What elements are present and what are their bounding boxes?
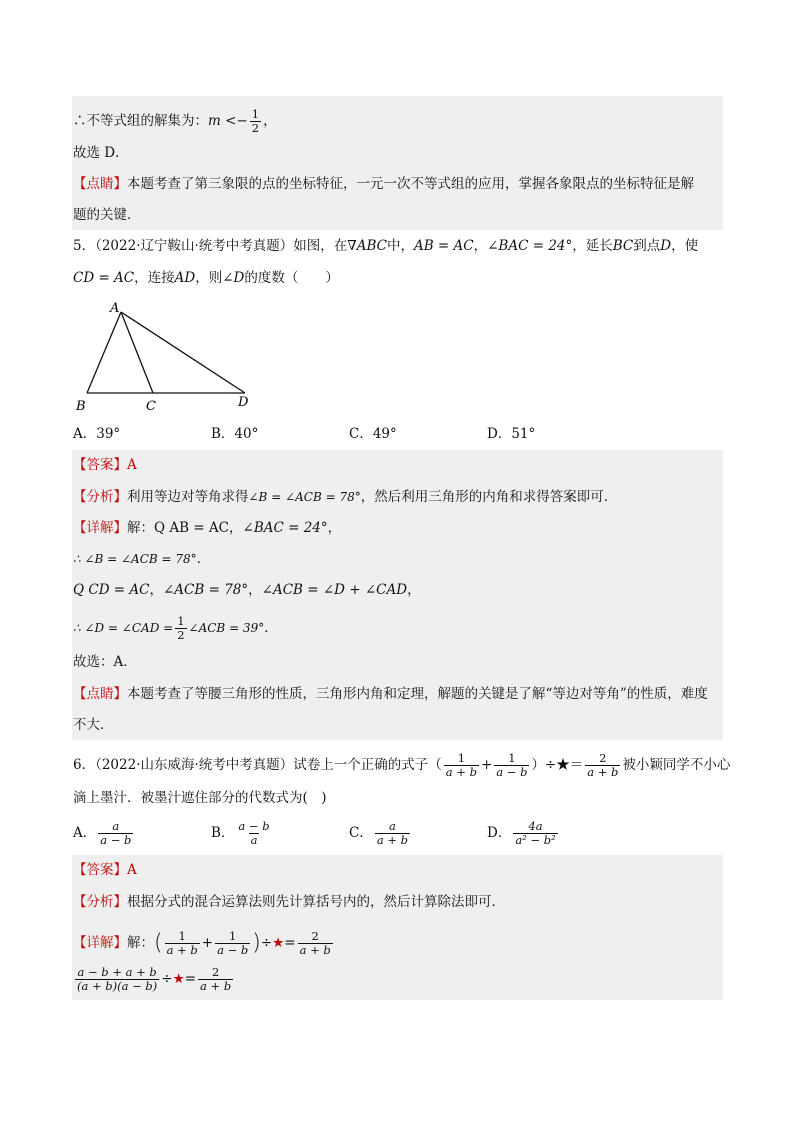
- fraction: $\frac{2}{a + b}$: [587, 751, 619, 779]
- edge-ad: [121, 312, 245, 393]
- q5-tip-line2: 不大．: [73, 717, 114, 733]
- fraction: $\frac{1}{a - b}$: [217, 929, 249, 957]
- q4-solution-line: ∴不等式组的解集为：m <− $\frac{1}{2}$ ，: [73, 107, 277, 135]
- q6-answer: 【答案】A: [73, 862, 137, 878]
- q4-tip-line1: 【点睛】本题考查了第三象限的点的坐标特征，一元一次不等式组的应用，掌握各象限点的坐标特征是解: [73, 176, 694, 192]
- q6-option-d[interactable]: D． $\frac{4a}{\text{a² − b²}}$: [487, 819, 556, 847]
- q4-choice: 故选 D．: [73, 145, 129, 161]
- fraction: $\frac{a}{a - b}$: [100, 819, 132, 847]
- edge-ac: [121, 312, 153, 393]
- fraction: $\frac{2}{a + b}$: [200, 965, 232, 993]
- q5-step2: ∴ ∠B = ∠ACB = 78°．: [73, 551, 211, 567]
- q5-choice: 故选：A．: [73, 654, 137, 670]
- q5-tip-line1: 【点睛】本题考查了等腰三角形的性质，三角形内角和定理，解题的关键是了解“等边对等角”的性质，难度: [73, 686, 708, 702]
- q5-option-c[interactable]: C．49°: [349, 426, 397, 442]
- fraction: $\frac{a}{a + b}$: [376, 819, 409, 847]
- q5-option-b[interactable]: B．40°: [211, 426, 259, 442]
- fraction: $\frac{1}{a + b}$: [445, 751, 477, 779]
- q5-detail: 【详解】解：Q AB = AC，∠BAC = 24°，: [73, 520, 342, 536]
- q5-stem-line1: 5．（2022·辽宁鞍山·统考中考真题）如图，在∇ABC中，AB = AC，∠BAC = 24°，延长BC到点D，使: [73, 238, 699, 254]
- star-icon: ★: [172, 971, 185, 987]
- fraction: $\frac{2}{a + b}$: [299, 929, 331, 957]
- fraction: $\frac{a - b + a + b}{(a + b)(a - b)}$: [77, 965, 158, 993]
- triangle-figure: [70, 300, 260, 415]
- q6-stem-line2: 滴上墨汁．被墨汁遮住部分的代数式为( ): [73, 790, 327, 806]
- q4-tip-line2: 题的关键．: [73, 207, 141, 223]
- label-c: C: [146, 399, 156, 414]
- q6-step2: $\frac{a - b + a + b}{(a + b)(a - b)}$ ÷★= $\frac{2}{a + b}$: [77, 965, 232, 993]
- q5-option-d[interactable]: D．51°: [487, 426, 536, 442]
- fraction: $\frac{1}{a - b}$: [496, 751, 528, 779]
- q5-answer: 【答案】A: [73, 457, 137, 473]
- star-icon: ★: [272, 935, 285, 951]
- fraction: $\frac{1}{2}$: [251, 107, 260, 135]
- fraction: $\frac{1}{a + b}$: [166, 929, 198, 957]
- fraction: $\frac{1}{2}$: [177, 614, 185, 642]
- label-a: A: [110, 301, 120, 316]
- q5-option-a[interactable]: A．39°: [73, 426, 121, 442]
- fraction: $\frac{4a}{\text{a² − b²}}$: [515, 819, 556, 847]
- q6-analysis: 【分析】根据分式的混合运算法则先计算括号内的，然后计算除法即可．: [73, 894, 505, 910]
- q6-option-b[interactable]: B． $\frac{a - b}{a}$: [211, 819, 270, 847]
- tip-tag: 【点睛】: [73, 176, 127, 192]
- label-b: B: [76, 399, 86, 414]
- q5-analysis: 【分析】利用等边对等角求得∠B = ∠ACB = 78°，然后利用三角形的内角和求得答案即可．: [73, 489, 618, 505]
- q6-detail: 【详解】解：( $\frac{1}{a + b}$ + $\frac{1}{a - b}$ )÷★= $\frac{2}{a + b}$: [73, 929, 331, 957]
- q5-step4: ∴ ∠D = ∠CAD = $\frac{1}{2}$ ∠ACB = 39°．: [73, 614, 278, 642]
- label-d: D: [238, 395, 249, 410]
- q6-stem-line1: 6．（2022·山东威海·统考中考真题）试卷上一个正确的式子（ $\frac{1}{a + b}$ + $\frac{1}{a - b}$ ）÷★＝ $\frac{2}{a + b}$ 被小颖同学不小心: [73, 751, 731, 779]
- q5-stem-line2: CD = AC，连接AD，则∠D的度数（ ）: [73, 270, 339, 286]
- q6-option-a[interactable]: A． $\frac{a}{a - b}$: [73, 819, 132, 847]
- edge-ab: [87, 312, 121, 393]
- q6-option-c[interactable]: C． $\frac{a}{a + b}$: [349, 819, 409, 847]
- fraction: $\frac{a - b}{a}$: [238, 819, 270, 847]
- q5-step3: Q CD = AC，∠ACB = 78°，∠ACB = ∠D + ∠CAD，: [73, 582, 421, 598]
